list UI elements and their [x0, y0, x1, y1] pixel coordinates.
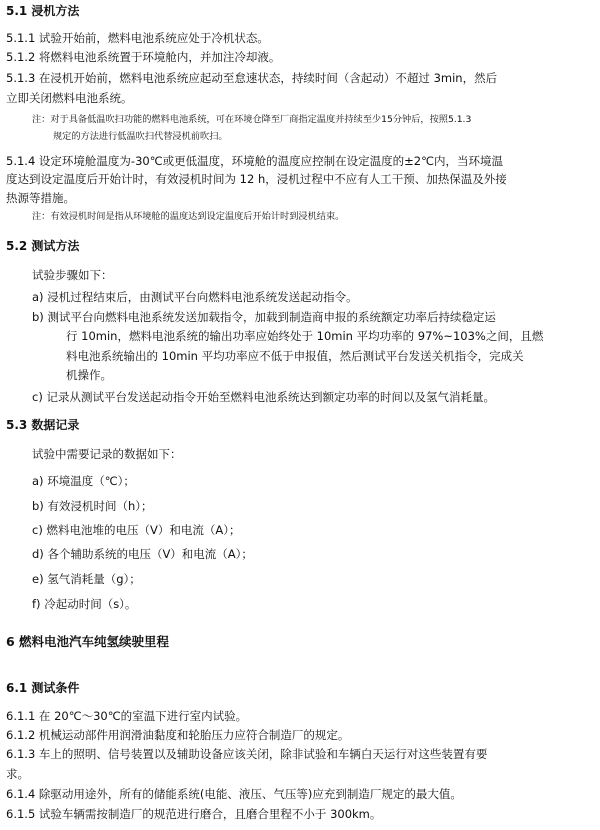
- note-2: 注：有效浸机时间是指从环境舱的温度达到设定温度后开始计时到浸机结束。: [32, 211, 345, 222]
- clause-5-1-4-line3: 热源等措施。: [6, 191, 75, 205]
- step-a: a) 浸机过程结束后，由测试平台向燃料电池系统发送起动指令。: [32, 290, 358, 304]
- section-5-1-heading: 5.1 浸机方法: [6, 4, 80, 18]
- step-b-line3: 料电池系统输出的 10min 平均功率应不低于申报值，然后测试平台发送关机指令，完成关: [66, 349, 524, 363]
- note-1-line1: 注：对于具备低温吹扫功能的燃料电池系统，可在环境仓降至厂商指定温度并持续至少15分钟后，按照5.1.3: [32, 114, 472, 125]
- clause-5-1-4-line2: 度达到设定温度后开始计时，有效浸机时间为 12 h，浸机过程中不应有人工干预、加热保温及外接: [6, 172, 507, 186]
- record-item: c) 燃料电池堆的电压（V）和电流（A）；: [32, 523, 241, 537]
- step-b-line2: 行 10min，燃料电池系统的输出功率应始终处于 10min 平均功率的 97%~103%之间，且燃: [66, 329, 544, 343]
- record-item: d) 各个辅助系统的电压（V）和电流（A）；: [32, 547, 253, 561]
- section-5-3-heading: 5.3 数据记录: [6, 418, 80, 432]
- chapter-6-heading: 6 燃料电池汽车纯氢续驶里程: [6, 634, 170, 649]
- record-item: a) 环境温度（℃）；: [32, 474, 135, 488]
- step-b-line4: 机操作。: [66, 368, 112, 382]
- clause-6-1-3-line2: 求。: [6, 767, 29, 781]
- steps-intro: 试验步骤如下：: [32, 268, 113, 282]
- clause-5-1-3-line2: 立即关闭燃料电池系统。: [6, 91, 133, 105]
- section-5-2-heading: 5.2 测试方法: [6, 239, 80, 253]
- step-c: c) 记录从测试平台发送起动指令开始至燃料电池系统达到额定功率的时间以及氢气消耗量。: [32, 390, 495, 404]
- record-item: b) 有效浸机时间（h）；: [32, 499, 153, 513]
- clause-6-1-3-line1: 6.1.3 车上的照明、信号装置以及辅助设备应该关闭，除非试验和车辆白天运行对这些装置有要: [6, 747, 488, 761]
- clause-6-1-5: 6.1.5 试验车辆需按制造厂的规范进行磨合，且磨合里程不小于 300km。: [6, 807, 382, 821]
- clause-6-1-1: 6.1.1 在 20℃～30℃的室温下进行室内试验。: [6, 709, 248, 723]
- step-b-line1: b) 测试平台向燃料电池系统发送加载指令，加载到制造商申报的系统额定功率后持续稳定运: [32, 310, 496, 324]
- section-6-1-heading: 6.1 测试条件: [6, 681, 80, 695]
- record-item: f) 冷起动时间（s）。: [32, 597, 137, 611]
- record-item: e) 氢气消耗量（g）；: [32, 572, 141, 586]
- clause-5-1-2: 5.1.2 将燃料电池系统置于环境舱内，并加注冷却液。: [6, 50, 281, 64]
- note-1-line2: 规定的方法进行低温吹扫代替浸机前吹扫。: [53, 131, 228, 142]
- clause-6-1-2: 6.1.2 机械运动部件用润滑油黏度和轮胎压力应符合制造厂的规定。: [6, 728, 350, 742]
- clause-5-1-3-line1: 5.1.3 在浸机开始前，燃料电池系统应起动至怠速状态，持续时间（含起动）不超过 3min，然后: [6, 71, 498, 85]
- clause-6-1-4: 6.1.4 除驱动用途外，所有的储能系统(电能、液压、气压等)应充到制造厂规定的最大值。: [6, 787, 462, 801]
- clause-5-1-4-line1: 5.1.4 设定环境舱温度为-30℃或更低温度，环境舱的温度应控制在设定温度的±2℃内，当环境温: [6, 154, 503, 168]
- clause-5-1-1: 5.1.1 试验开始前，燃料电池系统应处于冷机状态。: [6, 31, 269, 45]
- records-intro: 试验中需要记录的数据如下：: [32, 447, 182, 461]
